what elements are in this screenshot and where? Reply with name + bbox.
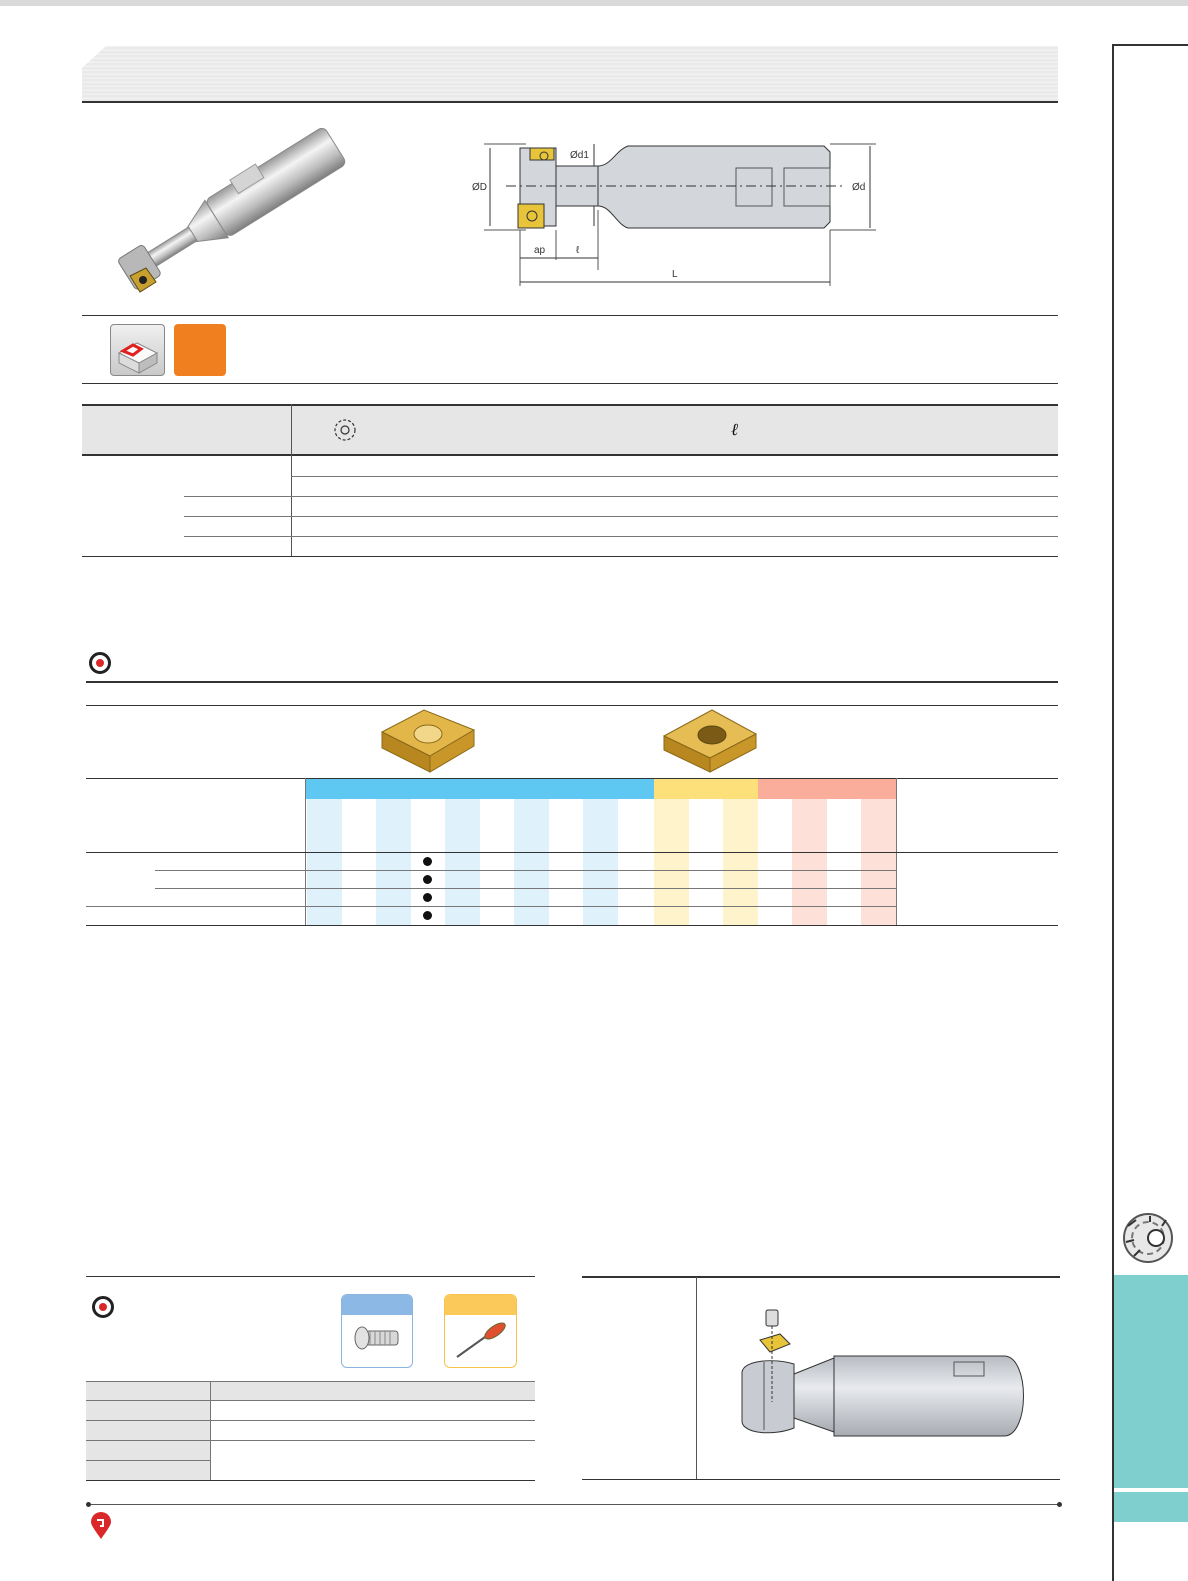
spec-table-bottom: [82, 556, 1058, 557]
spec-table-divider: [291, 404, 292, 557]
target-icon: [92, 1296, 114, 1318]
divider: [82, 315, 1058, 316]
footer-rule-end: [86, 1502, 91, 1507]
target-icon: [89, 652, 111, 674]
insert-row-line: [155, 888, 897, 889]
accessory-table-bottom: [86, 1480, 535, 1481]
insert-image-2: [660, 706, 760, 774]
insert-table-line: [86, 852, 1058, 853]
dimension-drawing: [466, 126, 886, 292]
sidebar-section-tab-lower[interactable]: [1114, 1492, 1188, 1522]
screwdriver-icon: [445, 1315, 517, 1367]
divider: [82, 383, 1058, 384]
screwdriver-card: [444, 1294, 517, 1368]
dim-D-label: ØD: [472, 182, 487, 193]
insert-table-top: [86, 705, 1058, 706]
footer-rule: [87, 1504, 1061, 1505]
material-band-red: [758, 779, 896, 799]
reference-pin-icon[interactable]: [90, 1512, 112, 1540]
availability-dot: [423, 875, 432, 884]
availability-dot: [423, 893, 432, 902]
spec-row-line: [184, 516, 1058, 517]
dim-ap-label: ap: [534, 245, 546, 256]
accessory-label-cell: [86, 1401, 210, 1421]
accessory-label-cell: [86, 1461, 210, 1481]
spec-row-line: [291, 476, 1058, 477]
sidebar-section-tab[interactable]: [1114, 1275, 1188, 1488]
accessory-header-row: [86, 1381, 535, 1401]
footer-rule-end: [1057, 1502, 1062, 1507]
material-band-yellow: [654, 779, 758, 799]
dim-d-label: Ød: [852, 182, 866, 193]
cutter-head-icon[interactable]: [1122, 1212, 1178, 1264]
section-rule: [86, 681, 1058, 683]
clamp-screw-icon: [342, 1315, 413, 1367]
availability-dot: [423, 857, 432, 866]
assembly-drawing: [734, 1302, 1034, 1442]
assembly-table-bottom: [582, 1479, 1060, 1480]
spec-table-header: [82, 404, 1058, 456]
application-icon: [110, 324, 165, 376]
insert-table-bottom: [86, 925, 1058, 926]
product-photo: [96, 112, 366, 308]
insert-image-1: [378, 708, 478, 774]
assembly-table-top: [582, 1276, 1060, 1278]
sidebar-frame: [1112, 44, 1188, 1169]
insert-row-line: [86, 906, 897, 907]
clamp-screw-card: [341, 1294, 413, 1368]
accessory-table-top: [86, 1276, 535, 1277]
category-color-icon: [174, 324, 226, 376]
availability-dot: [423, 911, 432, 920]
dim-l-label: ℓ: [576, 245, 580, 256]
accessory-label-cell: [86, 1441, 210, 1461]
insert-row-line: [155, 870, 897, 871]
dim-d1-label: Ød1: [570, 150, 589, 161]
target-icon: [333, 418, 357, 442]
accessory-vline: [210, 1381, 211, 1480]
accessory-label-cell: [86, 1421, 210, 1441]
top-border-bar: [0, 0, 1188, 6]
accessory-row-line: [86, 1381, 535, 1382]
dim-L-label: L: [672, 269, 678, 280]
material-band-blue: [306, 779, 654, 799]
assembly-divider: [696, 1277, 697, 1479]
spec-row-line: [184, 536, 1058, 537]
spec-header-l-symbol: ℓ: [731, 420, 739, 440]
spec-row-line: [184, 496, 1058, 497]
title-underline: [82, 101, 1058, 103]
title-band: [82, 46, 1058, 102]
